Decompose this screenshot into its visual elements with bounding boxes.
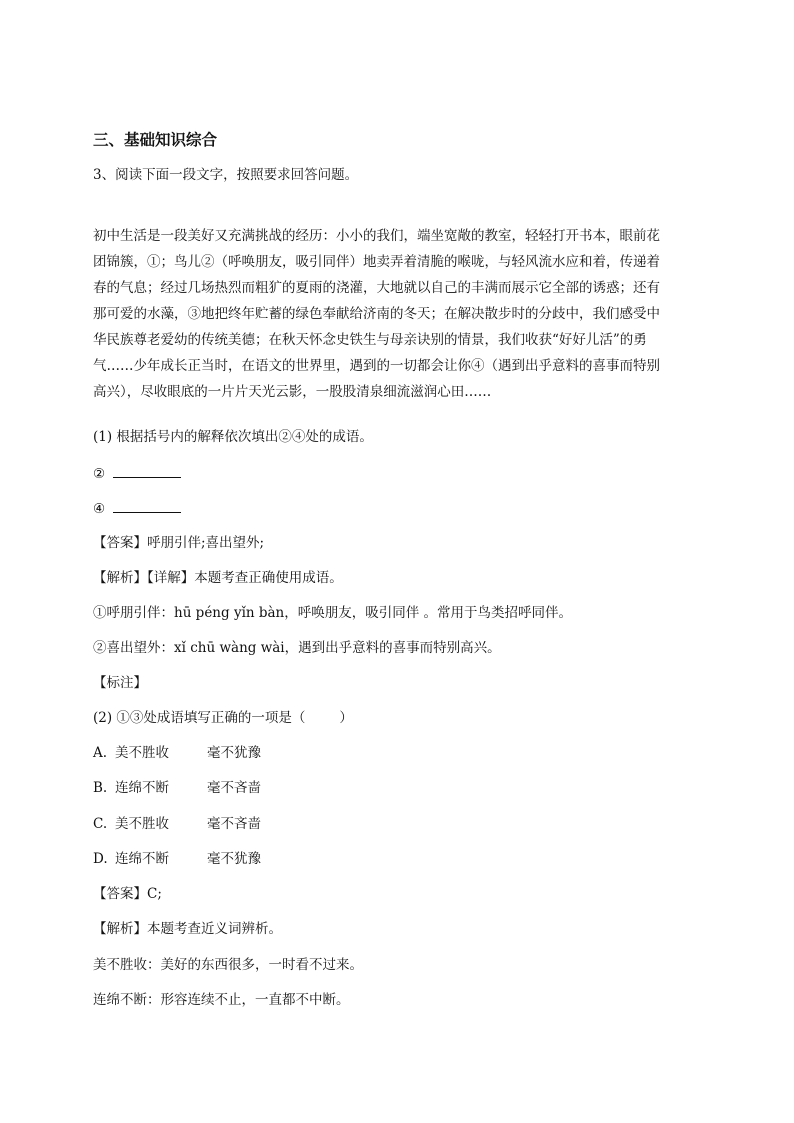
option-d	[93, 849, 261, 869]
answer-text: 呼朋引伴;喜出望外;	[147, 535, 265, 551]
blank-label: ②	[93, 466, 106, 482]
answer-text: C;	[147, 886, 162, 902]
analysis-text: 本题考查近义词辨析。	[147, 921, 282, 937]
note-tag: 【标注】	[93, 675, 147, 691]
option-second: 毫不吝啬	[207, 780, 261, 796]
answer-blank-line	[113, 463, 181, 478]
section-title: 三、基础知识综合	[93, 130, 218, 149]
option-first: 美不胜收	[115, 745, 169, 761]
option-second: 毫不吝啬	[207, 816, 261, 832]
answer-tag: 【答案】	[93, 886, 147, 902]
q2-prompt-text: (2) ①③处成语填写正确的一项是（	[93, 710, 306, 726]
q1-prompt: (1) 根据括号内的解释依次填出②④处的成语。	[93, 429, 373, 445]
q2-prompt-close: ）	[339, 710, 353, 726]
passage-line: 那可爱的水藻，③地把终年贮蓄的绿色奉献给济南的冬天；在解决散步时的分歧中，我们感受中	[93, 306, 660, 322]
q1-analysis	[93, 568, 343, 588]
question-intro: 3、阅读下面一段文字，按照要求回答问题。	[93, 167, 359, 183]
option-a	[93, 743, 261, 763]
q1-blank-4	[93, 498, 181, 519]
option-first: 美不胜收	[115, 816, 169, 832]
q1-answer	[93, 533, 264, 553]
option-first: 连绵不断	[115, 780, 169, 796]
q2-explain-2: 连绵不断：形容连续不止，一直都不中断。	[93, 992, 350, 1008]
analysis-tag: 【解析】【详解】	[93, 570, 195, 586]
answer-blank-line	[113, 498, 181, 513]
q2-explain-1: 美不胜收：美好的东西很多，一时看不过来。	[93, 957, 363, 973]
q2-answer	[93, 884, 162, 904]
option-letter: A.	[93, 745, 108, 761]
passage-line: 华民族尊老爱幼的传统美德；在秋天怀念史铁生与母亲诀别的情景，我们收获“好好儿活”的勇	[93, 332, 647, 348]
analysis-text: 本题考查正确使用成语。	[194, 570, 343, 586]
passage-line: 春的气息；经过几场热烈而粗犷的夏雨的浇灌，大地就以自己的丰满而展示它全部的诱惑；还有	[93, 280, 660, 296]
option-b	[93, 778, 261, 798]
option-letter: D.	[93, 851, 108, 867]
q1-explain-2: ②喜出望外：xǐ chū wàng wài，遇到出乎意料的喜事而特别高兴。	[93, 640, 501, 656]
option-second: 毫不犹豫	[207, 745, 261, 761]
passage-line: 团锦簇，①；鸟儿②（呼唤朋友，吸引同伴）地卖弄着清脆的喉咙，与轻风流水应和着，传递着	[93, 254, 660, 270]
answer-tag: 【答案】	[93, 535, 147, 551]
analysis-tag: 【解析】	[93, 921, 147, 937]
q1-explain-1: ①呼朋引伴：hū péng yǐn bàn，呼唤朋友，吸引同伴 。常用于鸟类招呼同伴。	[93, 605, 573, 621]
q2-analysis	[93, 919, 282, 939]
passage-line: 高兴），尽收眼底的一片片天光云影，一股股清泉细流滋润心田……	[93, 384, 492, 400]
option-first: 连绵不断	[115, 851, 169, 867]
q2-prompt	[93, 708, 353, 728]
q1-blank-2	[93, 463, 181, 484]
option-c	[93, 814, 261, 834]
blank-label: ④	[93, 501, 106, 517]
option-letter: B.	[93, 780, 108, 796]
passage-line: 气……少年成长正当时，在语文的世界里，遇到的一切都会让你④（遇到出乎意料的喜事而特别	[93, 358, 660, 374]
passage-line: 初中生活是一段美好又充满挑战的经历：小小的我们，端坐宽敞的教室，轻轻打开书本，眼前花	[93, 228, 660, 244]
option-second: 毫不犹豫	[207, 851, 261, 867]
option-letter: C.	[93, 816, 108, 832]
